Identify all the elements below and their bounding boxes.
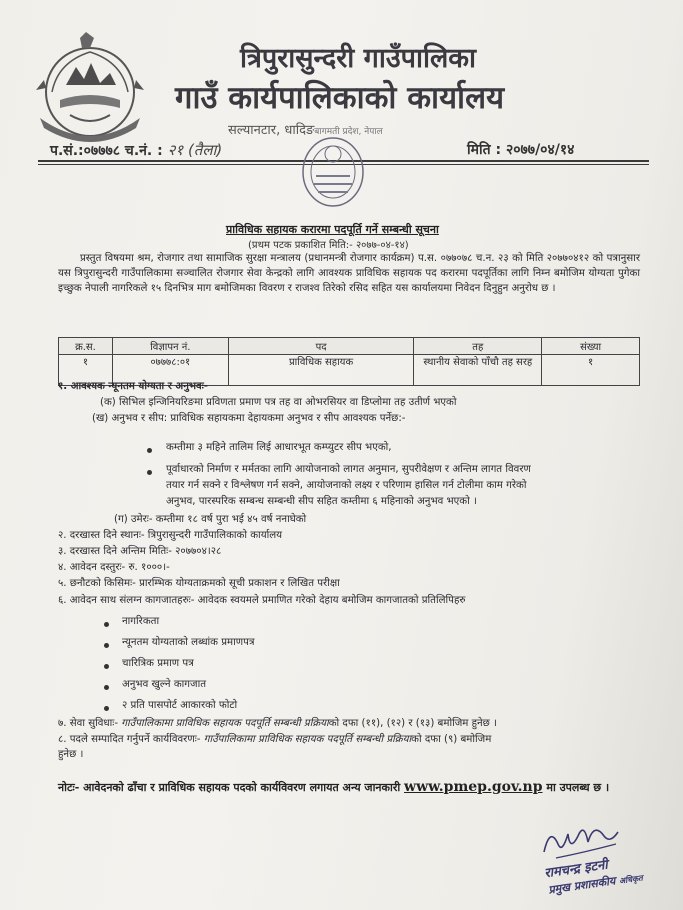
cell-level: स्थानीय सेवाको पाँचौ तह सरह [414, 355, 542, 386]
bullet-dot [104, 706, 109, 711]
address-province: बागमती प्रदेश, नेपाल [314, 127, 383, 137]
document-item: २ प्रति पासपोर्ट आकारको फोटो [122, 700, 238, 711]
vacancy-table [58, 337, 640, 386]
bullet-dot [104, 643, 109, 648]
table-header-row [59, 338, 640, 355]
skill-infrastructure-line3: अनुभव, पारस्परिक सम्बन्ध सम्बन्धी सीप सहित कम्तीमा ६ महिनाको अनुभव भएको । [166, 496, 477, 507]
qualification-education: (क) सिभिल इन्जिनियरिङमा प्रविणता प्रमाण पत्र तह वा ओभरसियर वा डिप्लोमा तह उतीर्ण भएको [100, 397, 457, 408]
document-item: चारित्रिक प्रमाण पत्र [122, 658, 194, 669]
application-deadline: ३. दरखास्त दिने अन्तिम मितिः- २०७७०४।२८ [58, 546, 222, 557]
org-name-line1: त्रिपुरासुन्दरी गाउँपालिका [240, 43, 476, 74]
document-item: अनुभव खुल्ने कागजात [122, 679, 207, 690]
org-name-line2: गाउँ कार्यपालिकाको कार्यालय [175, 80, 505, 116]
address-main: सल्यानटार, धादिङ [228, 123, 315, 138]
document-item: न्यूनतम योग्यताको लब्धांक प्रमाणपत्र [122, 637, 255, 648]
application-place: २. दरखास्त दिने स्थानः- त्रिपुरासुन्दरी गाउँपालिकाको कार्यालय [58, 530, 283, 541]
notice-title: प्राविधिक सहायक करारमा पदपूर्ति गर्ने सम्बन्धी सूचना [226, 223, 439, 236]
job-description [58, 733, 491, 747]
website-link[interactable]: www.pmep.gov.np [404, 779, 543, 795]
application-fee: ४. आवेदन दस्तुरः- रु. १०००।- [58, 562, 170, 573]
signatory-name: रामचन्द्र इटनी [543, 857, 609, 882]
col-serial: क्र.स. [59, 338, 113, 355]
note-after: मा उपलब्ध छ । [546, 781, 610, 794]
notice-publish-date: (प्रथम पटक प्रकाशित मिति:- २०७७-०४-१४) [248, 240, 409, 251]
attached-documents-heading: ६. आवेदन साथ संलग्न कागजातहरुः- आवेदक स्वयमले प्रमाणित गरेको देहाय बमोजिम कागजातको प्रतिलिपिहरु [58, 595, 466, 606]
skill-infrastructure-line1: पूर्वाधारको निर्माण र मर्मतका लागि आयोजनाको लागत अनुमान, सुपरीवेक्षण र अन्तिम लागत विवरण [166, 464, 531, 475]
signatory-title-main: प्रमुख प्रशासकीय [547, 874, 617, 897]
skill-computer: कम्तीमा ३ महिने तालिम लिई आधारभूत कम्प्युटर सीप भएको, [166, 442, 392, 453]
cell-post: प्राविधिक सहायक [228, 355, 414, 386]
service-benefits [58, 717, 497, 731]
letter-date: मिति : २०७७/०४/१४ [467, 142, 575, 158]
qualification-experience: (ख) अनुभव र सीप: प्राविधिक सहायकमा देहायकमा अनुभव र सीप आवश्यक पर्नेछ:- [92, 413, 406, 424]
signatory-title-sub: अधिकृत [618, 873, 644, 886]
cell-serial: १ [59, 355, 113, 386]
service-benefits-clause: को दफा (११), (१२) र (१३) बमोजिम हुनेछ । [328, 718, 497, 729]
bullet-dot [104, 622, 109, 627]
col-level: तह [414, 338, 542, 355]
cell-ad-number: ०७७७८:०१ [112, 355, 228, 386]
service-benefits-label: ७. सेवा सुविधाः- [58, 718, 119, 729]
job-description-label: ८. पदले सम्पादित गर्नुपर्ने कार्यविवरणः- [58, 734, 201, 745]
job-description-procedure: गाउँपालिकामा प्राविधिक सहायक पदपूर्ति सम्बन्धी प्रक्रिया [203, 734, 412, 745]
reference-number [50, 140, 222, 160]
government-emblem [30, 30, 150, 142]
notice-intro: प्रस्तुत विषयमा श्रम, रोजगार तथा सामाजिक सुरक्षा मन्त्रालय (प्रधानमन्त्री रोजगार कार्यक्रम) प.स. ०७७०७८ च.न. २३ को मिति २०७७०४१२ को पत्रानुसार यस त्रिपुरासुन्दरी गाउँपालिकामा सञ्चालित रोजगार सेवा केन्द्रको लागि आवश्यक प्राविधिक सहायक पद करारमा पदपूर्तिका लागि निम्न बमोजिम योग्यता पुगेका इच्छुक नेपाली नागरिकले १५ दिनभित्र माग बमोजिमका विवरण र राजश्व तिरेको रसिद सहित यस कार्यालयमा निवेदन दिनुहुन अनुरोध छ । [58, 253, 640, 295]
ref-handwritten: २१ (तैला) [167, 141, 223, 159]
qualification-age: (ग) उमेरः- कम्तीमा १८ वर्ष पुरा भई ४५ वर्ष ननाघेको [114, 514, 307, 525]
ref-label: प.सं.:०७७७८ च.नं. : [50, 143, 163, 159]
qualification-heading: १. आवश्यक न्यूनतम योग्यता र अनुभवः- [58, 381, 208, 392]
signature-scribble [536, 822, 626, 862]
col-ad-number: विज्ञापन नं. [112, 338, 228, 355]
bullet-dot [147, 470, 152, 475]
bullet-dot [104, 664, 109, 669]
col-post: पद [228, 338, 414, 355]
service-benefits-procedure: गाउँपालिकामा प्राविधिक सहायक पदपूर्ति सम्बन्धी प्रक्रिया [121, 718, 329, 729]
office-stamp [298, 132, 368, 210]
note [58, 778, 618, 797]
job-description-line2: हुनेछ । [58, 749, 84, 760]
bullet-dot [147, 448, 152, 453]
note-text: नोटः- आवेदनको ढाँचा र प्राविधिक सहायक पदको कार्यविवरण लगायत अन्य जानकारी [58, 781, 401, 794]
cell-count: १ [542, 355, 640, 386]
document-item: नागरिकता [122, 616, 160, 627]
bullet-dot [104, 685, 109, 690]
job-description-clause: को दफा (९) बमोजिम [411, 734, 492, 745]
col-count: संख्या [542, 338, 640, 355]
selection-method: ५. छनौटको किसिमः- प्रारम्भिक योग्यताक्रमको सूची प्रकाशन र लिखित परीक्षा [58, 578, 340, 589]
skill-infrastructure-line2: तयार गर्न सक्ने र विश्लेषण गर्न सक्ने, आयोजनाको लक्ष्य र परिणाम हासिल गर्न टोलीमा काम गरेको [166, 480, 527, 491]
